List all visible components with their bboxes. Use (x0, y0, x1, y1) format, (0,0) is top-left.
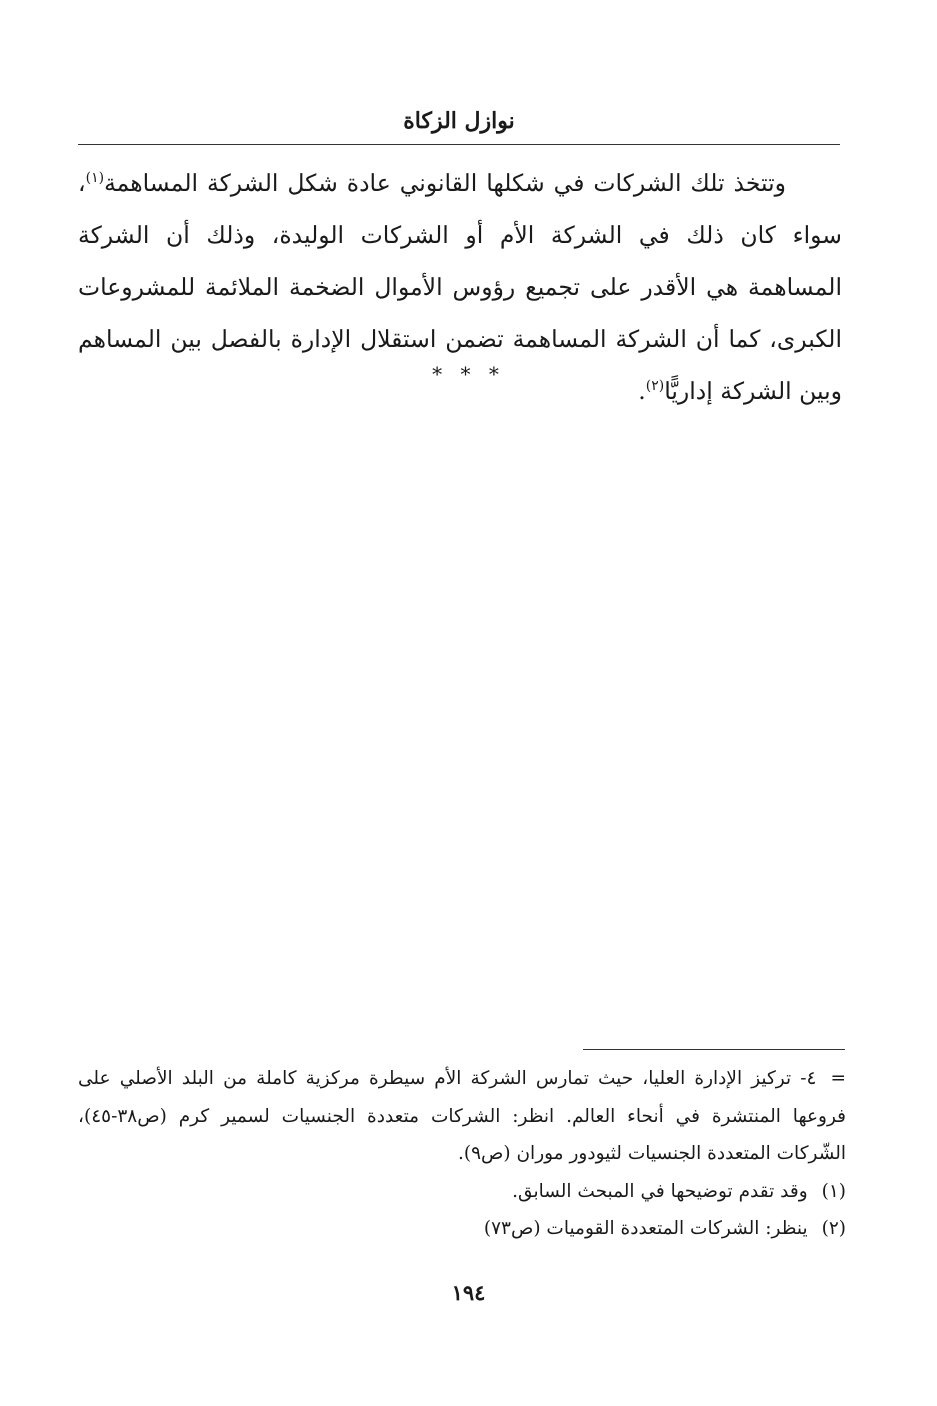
footnote-text-2: ينظر: الشركات المتعددة القوميات (ص٧٣) (483, 1218, 808, 1239)
footnote-marker-2: (٢) (821, 1218, 846, 1239)
paragraph-text-start: وتتخذ تلك الشركات في شكلها القانوني عادة شكل الشركة المساهمة (104, 169, 786, 197)
footnotes (78, 1060, 846, 1248)
footnote-item (78, 1173, 846, 1211)
footnote-continuation (78, 1060, 846, 1173)
paragraph-text-continued: ، سواء كان ذلك في الشركة الأم أو الشركات الوليدة، وذلك أن الشركة المساهمة هي الأقدر على تجميع رؤوس الأموال الضخمة الملائمة للمشروعات الكبرى، كما أن الشركة المساهمة تضمن استقلال الإدارة بالفصل بين المساهم وبين الشركة إداريًّا (78, 169, 842, 405)
page-number: ١٩٤ (451, 1280, 486, 1305)
footnote-text-1: وقد تقدم توضيحها في المبحث السابق. (512, 1180, 808, 1202)
paragraph-text-end: . (638, 377, 646, 405)
footnote-reference-1[interactable]: (١) (85, 170, 105, 187)
footnote-reference-2[interactable]: (٢) (645, 378, 665, 395)
section-separator: * * * (432, 362, 505, 386)
footnote-marker-1: (١) (821, 1180, 846, 1202)
footnote-item (78, 1210, 846, 1248)
continuation-marker: = (830, 1068, 846, 1089)
footnote-continuation-text: ٤- تركيز الإدارة العليا، حيث تمارس الشركة الأم سيطرة مركزية كاملة من البلد الأصلي على فروعها المنتشرة في أنحاء العالم. انظر: الشركات متعددة الجنسيات لسمير كرم (ص٣٨-٤٥)، الشّركات المتعددة الجنسيات لثيودور موران (ص٩). (78, 1068, 846, 1164)
header-rule (78, 144, 840, 145)
footnote-rule (583, 1049, 845, 1050)
running-title: نوازل الزكاة (403, 108, 515, 134)
